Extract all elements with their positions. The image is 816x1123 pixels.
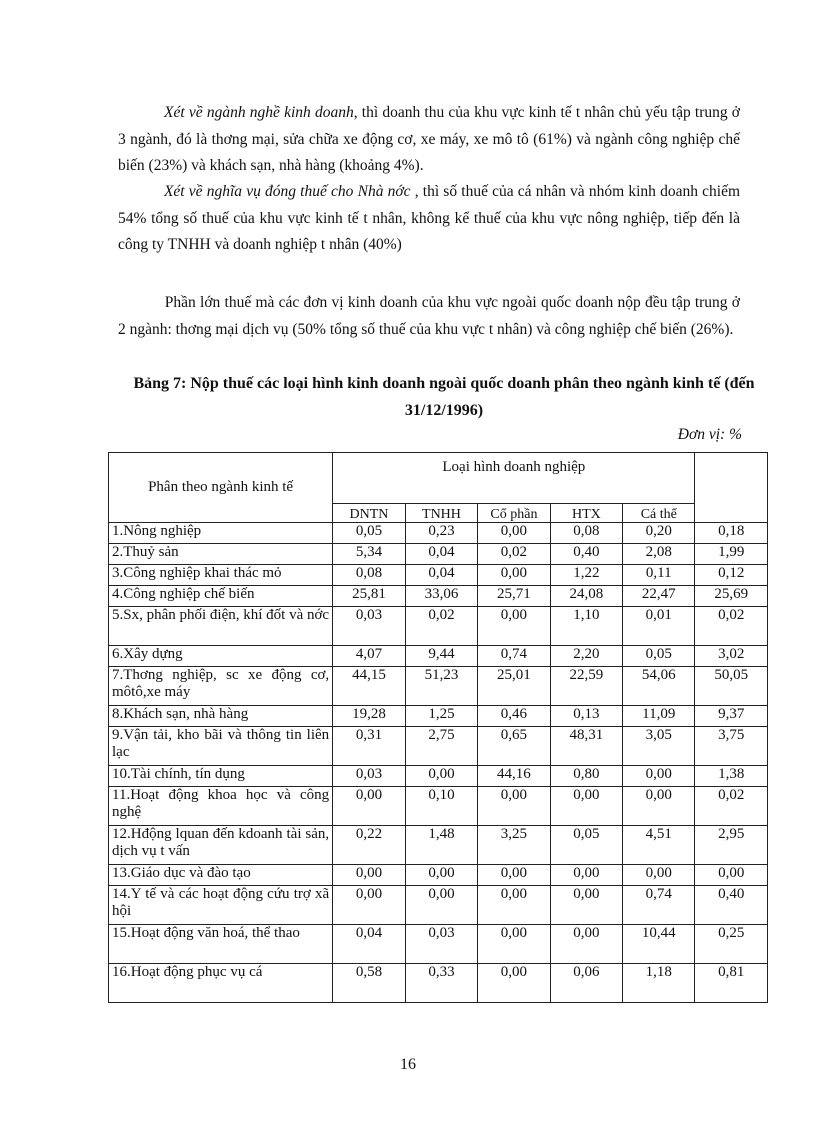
table-cell: 0,00 xyxy=(478,886,550,925)
table-cell: 0,00 xyxy=(623,787,695,826)
table-cell: 0,08 xyxy=(550,523,622,544)
table-cell: 0,74 xyxy=(478,646,550,667)
table-cell: 0,03 xyxy=(333,607,406,646)
table-cell: 0,65 xyxy=(478,727,550,766)
paragraph-lead: Xét về ngành nghề kinh doanh xyxy=(164,104,354,121)
table-row xyxy=(109,706,768,727)
table-cell: 25,69 xyxy=(695,586,768,607)
table-cell: 2,75 xyxy=(405,727,478,766)
table-cell: 0,74 xyxy=(623,886,695,925)
table-cell: 0,00 xyxy=(550,925,622,964)
table-cell: 50,05 xyxy=(695,667,768,706)
row-label: 6.Xây dựng xyxy=(109,646,333,667)
table-row xyxy=(109,646,768,667)
table-cell: 0,00 xyxy=(623,865,695,886)
row-label: 14.Y tế và các hoạt động cứu trợ xã hội xyxy=(109,886,333,925)
table-cell: 25,81 xyxy=(333,586,406,607)
table-cell: 0,31 xyxy=(333,727,406,766)
table-cell: 0,02 xyxy=(478,544,550,565)
table-cell: 25,01 xyxy=(478,667,550,706)
table-cell: 0,03 xyxy=(405,925,478,964)
table-cell: 9,44 xyxy=(405,646,478,667)
table-cell: 0,00 xyxy=(478,565,550,586)
table-cell: 0,00 xyxy=(333,787,406,826)
table-cell: 0,00 xyxy=(695,865,768,886)
table-row xyxy=(109,586,768,607)
table-cell: 0,05 xyxy=(550,826,622,865)
total-header xyxy=(695,453,768,523)
table-cell: 1,99 xyxy=(695,544,768,565)
table-cell: 0,00 xyxy=(550,787,622,826)
group-header: Loại hình doanh nghiệp xyxy=(333,453,695,504)
table-cell: 0,00 xyxy=(405,886,478,925)
table-cell: 22,47 xyxy=(623,586,695,607)
paragraph-tax-sectors xyxy=(118,290,740,343)
table-cell: 3,02 xyxy=(695,646,768,667)
column-header: TNHH xyxy=(405,504,478,523)
table-cell: 3,75 xyxy=(695,727,768,766)
table-cell: 19,28 xyxy=(333,706,406,727)
table-cell: 1,22 xyxy=(550,565,622,586)
table-cell: 1,18 xyxy=(623,964,695,1003)
table-cell: 0,23 xyxy=(405,523,478,544)
table-cell: 48,31 xyxy=(550,727,622,766)
table-row xyxy=(109,826,768,865)
column-header: HTX xyxy=(550,504,622,523)
table-row xyxy=(109,964,768,1003)
table-cell: 2,20 xyxy=(550,646,622,667)
table-cell: 0,02 xyxy=(695,787,768,826)
table-cell: 0,00 xyxy=(478,964,550,1003)
table-cell: 1,38 xyxy=(695,766,768,787)
table-cell: 3,25 xyxy=(478,826,550,865)
table-cell: 54,06 xyxy=(623,667,695,706)
table-cell: 0,00 xyxy=(478,787,550,826)
table-cell: 2,95 xyxy=(695,826,768,865)
table-cell: 0,12 xyxy=(695,565,768,586)
table-row xyxy=(109,925,768,964)
row-label: 3.Công nghiệp khai thác mỏ xyxy=(109,565,333,586)
table-cell: 0,00 xyxy=(550,865,622,886)
table-row xyxy=(109,886,768,925)
table-cell: 0,06 xyxy=(550,964,622,1003)
table-cell: 0,00 xyxy=(478,925,550,964)
row-label: 12.Hđộng lquan đến kdoanh tài sản, dịch vụ t vấn xyxy=(109,826,333,865)
table-header-row xyxy=(109,453,768,504)
table-row xyxy=(109,607,768,646)
table-cell: 0,00 xyxy=(333,865,406,886)
table-cell: 4,51 xyxy=(623,826,695,865)
table-row xyxy=(109,727,768,766)
table-cell: 0,81 xyxy=(695,964,768,1003)
table-cell: 0,11 xyxy=(623,565,695,586)
table-cell: 0,00 xyxy=(623,766,695,787)
table-cell: 0,00 xyxy=(333,886,406,925)
table-cell: 9,37 xyxy=(695,706,768,727)
table-cell: 0,00 xyxy=(405,865,478,886)
table-cell: 0,01 xyxy=(623,607,695,646)
row-label: 9.Vận tải, kho bãi và thông tin liên lạc xyxy=(109,727,333,766)
table-cell: 44,15 xyxy=(333,667,406,706)
table-cell: 0,00 xyxy=(478,865,550,886)
table-cell: 33,06 xyxy=(405,586,478,607)
table-cell: 0,10 xyxy=(405,787,478,826)
table-cell: 0,58 xyxy=(333,964,406,1003)
table-row xyxy=(109,865,768,886)
table-cell: 0,00 xyxy=(405,766,478,787)
table-cell: 51,23 xyxy=(405,667,478,706)
table-cell: 0,40 xyxy=(695,886,768,925)
table-cell: 0,80 xyxy=(550,766,622,787)
table-cell: 0,00 xyxy=(478,523,550,544)
row-label: 4.Công nghiệp chế biến xyxy=(109,586,333,607)
table-caption: Bảng 7: Nộp thuế các loại hình kinh doanh ngoài quốc doanh phân theo ngành kinh tế (đến 31/12/1996) xyxy=(133,375,755,419)
table-cell: 0,18 xyxy=(695,523,768,544)
row-label: 10.Tài chính, tín dụng xyxy=(109,766,333,787)
table-row xyxy=(109,787,768,826)
paragraph-tax-obligations xyxy=(118,179,740,259)
table-cell: 0,04 xyxy=(405,544,478,565)
row-label: 1.Nông nghiệp xyxy=(109,523,333,544)
table-row xyxy=(109,544,768,565)
table-cell: 2,08 xyxy=(623,544,695,565)
table-row xyxy=(109,667,768,706)
column-header: DNTN xyxy=(333,504,406,523)
row-label: 7.Thơng nghiệp, sc xe động cơ, môtô,xe máy xyxy=(109,667,333,706)
table-cell: 0,04 xyxy=(405,565,478,586)
table-cell: 0,00 xyxy=(550,886,622,925)
paragraph-lead: Xét về nghĩa vụ đóng thuế cho Nhà nớc xyxy=(163,183,411,200)
table-cell: 4,07 xyxy=(333,646,406,667)
table-cell: 0,13 xyxy=(550,706,622,727)
row-label: 5.Sx, phân phối điện, khí đốt và nớc xyxy=(109,607,333,646)
table-cell: 0,46 xyxy=(478,706,550,727)
row-label: 15.Hoạt động văn hoá, thể thao xyxy=(109,925,333,964)
row-label: 11.Hoạt động khoa học và công nghệ xyxy=(109,787,333,826)
row-label: 2.Thuỷ sản xyxy=(109,544,333,565)
row-label: 16.Hoạt động phục vụ cá xyxy=(109,964,333,1003)
paragraph-body: , thì doanh thu của khu vực kinh tế t nhân chủ yếu tập trung ở 3 ngành, đó là thơng mại, sửa chữa xe động cơ, xe máy, xe mô tô (61%) và ngành công nghiệp chế biến (23%) và khách sạn, nhà hàng (khoảng 4%). xyxy=(118,104,741,174)
row-header: Phân theo ngành kinh tế xyxy=(109,453,333,523)
table-cell: 0,20 xyxy=(623,523,695,544)
row-label: 13.Giáo dục và đào tạo xyxy=(109,865,333,886)
table-cell: 0,00 xyxy=(478,607,550,646)
column-header: Cá thể xyxy=(623,504,695,523)
table-cell: 5,34 xyxy=(333,544,406,565)
table-cell: 0,25 xyxy=(695,925,768,964)
paragraph-business-sectors xyxy=(118,100,740,180)
table-row xyxy=(109,766,768,787)
table-cell: 0,03 xyxy=(333,766,406,787)
table-cell: 0,05 xyxy=(333,523,406,544)
table-cell: 0,08 xyxy=(333,565,406,586)
table-cell: 24,08 xyxy=(550,586,622,607)
table-cell: 0,04 xyxy=(333,925,406,964)
table-cell: 3,05 xyxy=(623,727,695,766)
row-label: 8.Khách sạn, nhà hàng xyxy=(109,706,333,727)
table-row xyxy=(109,565,768,586)
page-number: 16 xyxy=(400,1056,416,1073)
table-cell: 1,48 xyxy=(405,826,478,865)
unit-label: Đơn vị: % xyxy=(677,426,742,443)
table-cell: 0,40 xyxy=(550,544,622,565)
table-cell: 0,05 xyxy=(623,646,695,667)
table-cell: 0,02 xyxy=(695,607,768,646)
tax-table xyxy=(108,452,768,1003)
table-cell: 0,22 xyxy=(333,826,406,865)
paragraph-body: Phần lớn thuế mà các đơn vị kinh doanh của khu vực ngoài quốc doanh nộp đều tập trung ở 2 ngành: thơng mại dịch vụ (50% tổng số thuế của khu vực t nhân) và công nghiệp chế biến (26%). xyxy=(118,294,740,338)
table-row xyxy=(109,523,768,544)
paragraph-body: , thì số thuế của cá nhân và nhóm kinh doanh chiếm 54% tổng số thuế của khu vực kinh tế t nhân, không kể thuế của khu vực nông nghiệp, tiếp đến là công ty TNHH và doanh nghiệp t nhân (40%) xyxy=(118,183,741,253)
table-cell: 0,02 xyxy=(405,607,478,646)
table-cell: 1,25 xyxy=(405,706,478,727)
table-cell: 25,71 xyxy=(478,586,550,607)
table-cell: 10,44 xyxy=(623,925,695,964)
table-cell: 44,16 xyxy=(478,766,550,787)
table-cell: 1,10 xyxy=(550,607,622,646)
column-header: Cổ phần xyxy=(478,504,550,523)
table-cell: 22,59 xyxy=(550,667,622,706)
table-cell: 11,09 xyxy=(623,706,695,727)
table-cell: 0,33 xyxy=(405,964,478,1003)
